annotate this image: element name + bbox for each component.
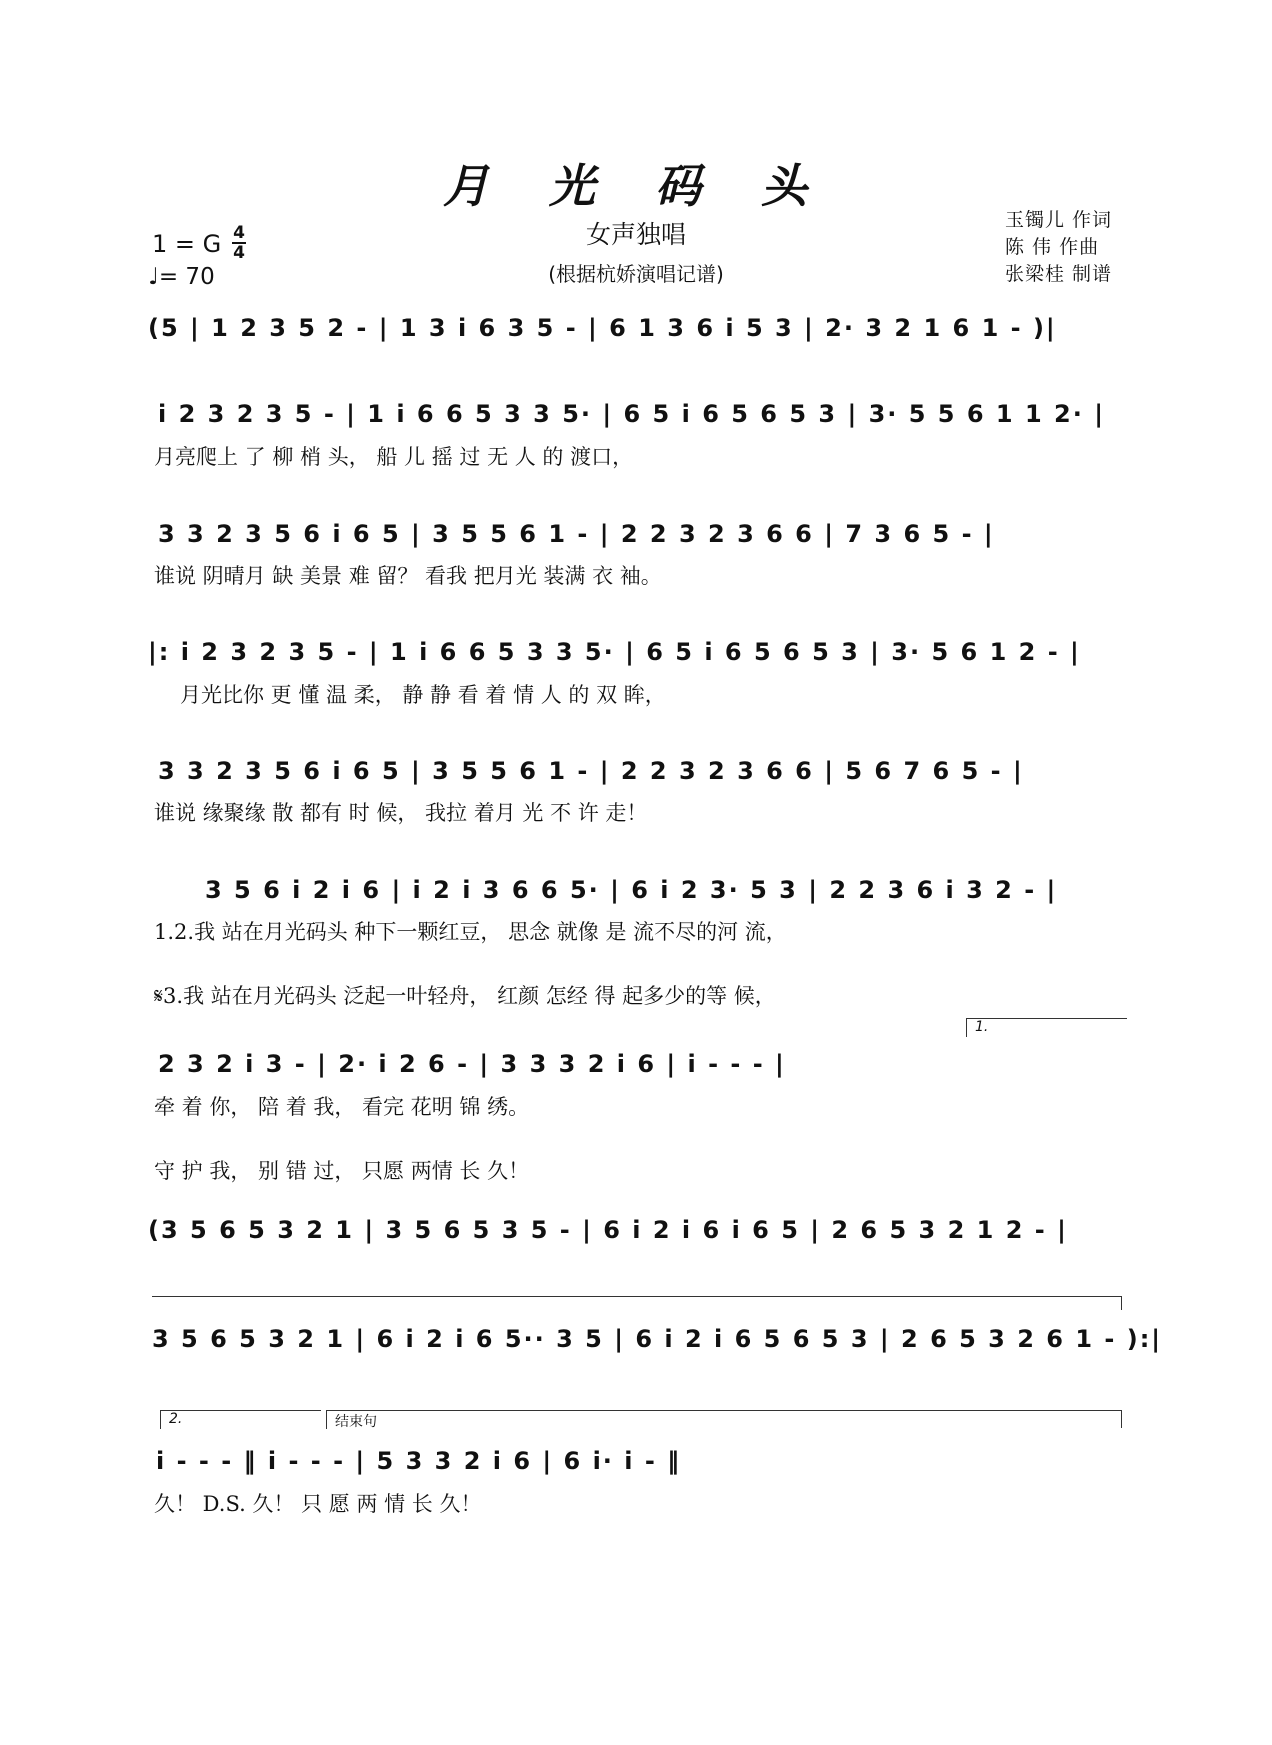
- time-sig-top: 4: [233, 223, 245, 243]
- score-system-4-notes: |: i 2 3 2 3 5 - | 1 i 6 6 5 3 3 5· | 6 5 i 6 5 6 5 3 | 3· 5 6 1 2 - |: [148, 638, 1081, 666]
- score-system-6-lyrics-verse3: 𝄋3.我 站在月光码头 泛起一叶轻舟， 红颜 怎经 得 起多少的等 候，: [154, 984, 776, 1008]
- coda-bracket: [326, 1410, 1122, 1429]
- score-system-7-notes: 2 3 2 i 3 - | 2· i 2 6 - | 3 3 3 2 i 6 | i - - - |: [158, 1050, 786, 1078]
- interlude-bracket: [152, 1296, 1122, 1297]
- page-title: 月 光 码 头: [442, 159, 830, 213]
- score-system-7-lyrics-a: 牵 着 你， 陪 着 我， 看完 花明 锦 绣。: [154, 1095, 530, 1119]
- score-system-3-lyrics: 谁说 阴晴月 缺 美景 难 留？ 看我 把月光 装满 衣 袖。: [154, 564, 662, 588]
- score-system-2-lyrics: 月亮爬上 了 柳 梢 头， 船 儿 摇 过 无 人 的 渡口，: [154, 445, 634, 469]
- composer-credit: 陈 伟 作曲: [1005, 236, 1100, 258]
- score-system-6-notes: 3 5 6 i 2 i 6 | i 2 i 3 6 6 5· | 6 i 2 3· 5 3 | 2 2 3 6 i 3 2 - |: [205, 876, 1058, 904]
- time-signature: [232, 224, 246, 262]
- score-system-1-notes: (5 | 1 2 3 5 2 - | 1 3 i 6 3 5 - | 6 1 3 6 i 5 3 | 2· 3 2 1 6 1 - )|: [148, 314, 1057, 342]
- score-system-10-lyrics: 久！ D.S. 久！ 只 愿 两 情 长 久！: [154, 1492, 482, 1516]
- score-system-5-lyrics: 谁说 缘聚缘 散 都有 时 候， 我拉 着月 光 不 许 走！: [154, 801, 648, 825]
- score-system-7-lyrics-b: 守 护 我， 别 错 过， 只愿 两情 长 久！: [154, 1159, 530, 1183]
- first-ending-bracket: [966, 1018, 1127, 1037]
- score-system-4-lyrics: 月光比你 更 懂 温 柔， 静 静 看 着 情 人 的 双 眸，: [180, 683, 666, 707]
- score-system-8-notes: (3 5 6 5 3 2 1 | 3 5 6 5 3 5 - | 6 i 2 i 6 i 6 5 | 2 6 5 3 2 1 2 - |: [148, 1216, 1068, 1244]
- time-sig-bottom: 4: [233, 243, 245, 263]
- source-note: (根据杭娇演唱记谱): [548, 262, 724, 286]
- second-ending-bracket: [160, 1410, 321, 1429]
- score-system-10-notes: i - - - ‖ i - - - | 5 3 3 2 i 6 | 6 i· i - ‖: [156, 1447, 682, 1475]
- score-system-5-notes: 3 3 2 3 5 6 i 6 5 | 3 5 5 6 1 - | 2 2 3 2 3 6 6 | 5 6 7 6 5 - |: [158, 757, 1024, 785]
- score-system-2-notes: i 2 3 2 3 5 - | 1 i 6 6 5 3 3 5· | 6 5 i 6 5 6 5 3 | 3· 5 5 6 1 1 2· |: [158, 400, 1105, 428]
- tempo-marking: ♩= 70: [148, 264, 215, 290]
- coda-bracket-end: [1121, 1410, 1122, 1428]
- score-system-3-notes: 3 3 2 3 5 6 i 6 5 | 3 5 5 6 1 - | 2 2 3 2 3 6 6 | 7 3 6 5 - |: [158, 520, 995, 548]
- coda-label: 结束句: [335, 1414, 377, 1430]
- score-system-9-notes: 3 5 6 5 3 2 1 | 6 i 2 i 6 5·· 3 5 | 6 i 2 i 6 5 6 5 3 | 2 6 5 3 2 6 1 - ):|: [152, 1325, 1163, 1353]
- second-ending-label: 2.: [169, 1411, 183, 1427]
- key-signature: 1 = G: [152, 230, 222, 258]
- subtitle: 女声独唱: [585, 220, 686, 249]
- lyricist-credit: 玉镯儿 作词: [1005, 209, 1113, 231]
- interlude-bracket-end: [1121, 1296, 1122, 1310]
- arranger-credit: 张梁桂 制谱: [1005, 263, 1113, 285]
- score-system-6-lyrics-verse12: 1.2.我 站在月光码头 种下一颗红豆， 思念 就像 是 流不尽的河 流，: [154, 920, 787, 944]
- first-ending-label: 1.: [975, 1019, 989, 1035]
